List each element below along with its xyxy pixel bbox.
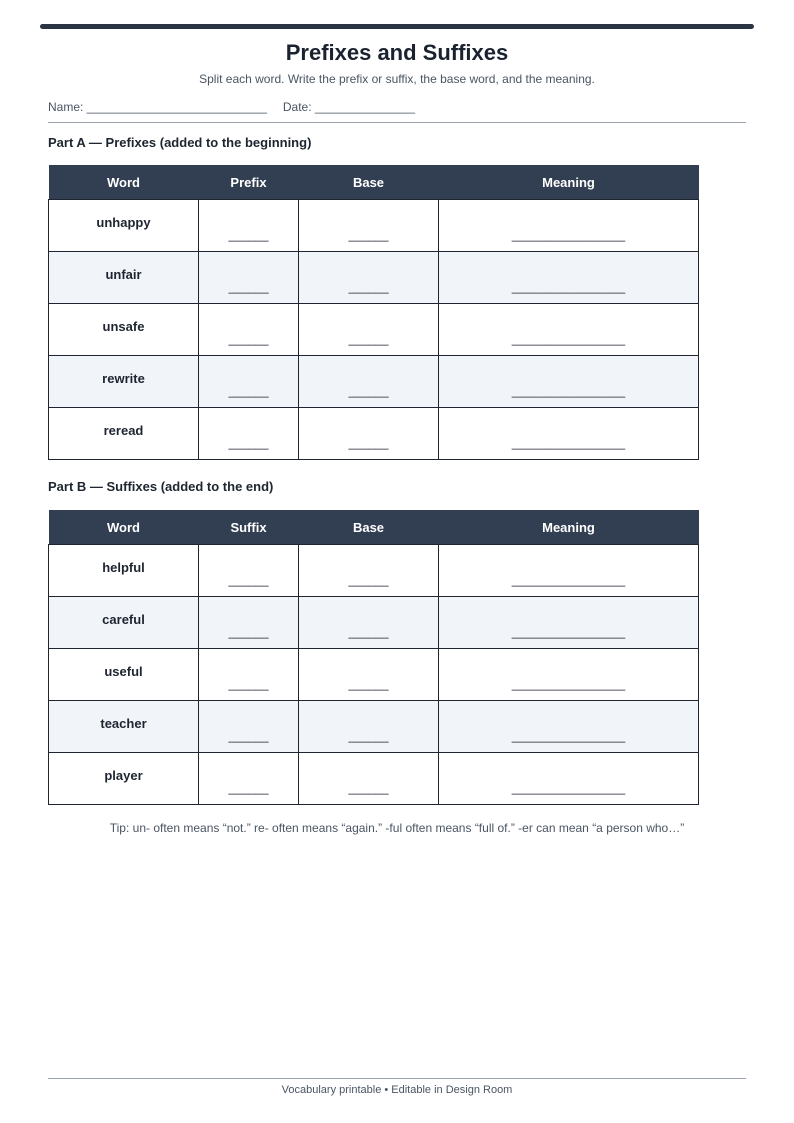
table-row [49,408,699,460]
suffix-blank[interactable]: ______ [199,545,299,597]
word-cell: unfair [49,252,199,304]
suffix-blank[interactable]: ______ [199,753,299,805]
col-header-meaning: Meaning [439,510,699,545]
col-header-word: Word [49,165,199,200]
meaning-blank[interactable]: _________________ [439,701,699,753]
base-blank[interactable]: ______ [299,597,439,649]
table-row [49,356,699,408]
col-header-meaning: Meaning [439,165,699,200]
word-cell: teacher [49,701,199,753]
name-date-row [48,100,431,114]
meaning-blank[interactable]: _________________ [439,408,699,460]
table-row [49,200,699,252]
suffix-table [48,510,699,805]
table-row [49,545,699,597]
word-cell: unsafe [49,304,199,356]
base-blank[interactable]: ______ [299,304,439,356]
word-cell: rewrite [49,356,199,408]
table-row [49,753,699,805]
word-cell: player [49,753,199,805]
table-row [49,701,699,753]
footer-text: Vocabulary printable • Editable in Design Room [281,1084,513,1096]
table-row [49,597,699,649]
word-cell: reread [49,408,199,460]
table-row [49,252,699,304]
prefix-blank[interactable]: ______ [199,304,299,356]
word-cell: careful [49,597,199,649]
table-row [49,304,699,356]
prefix-blank[interactable]: ______ [199,408,299,460]
top-accent-bar [40,24,754,29]
table-row [49,649,699,701]
base-blank[interactable]: ______ [299,753,439,805]
date-field[interactable]: Date: _______________ [282,100,415,114]
footer-divider [48,1078,746,1079]
word-cell: unhappy [49,200,199,252]
base-blank[interactable]: ______ [299,545,439,597]
part-b-title: Part B — Suffixes (added to the end) [48,479,274,494]
base-blank[interactable]: ______ [299,252,439,304]
header-divider [48,122,746,123]
word-cell: helpful [49,545,199,597]
col-header-prefix: Prefix [199,165,299,200]
suffix-blank[interactable]: ______ [199,701,299,753]
base-blank[interactable]: ______ [299,701,439,753]
base-blank[interactable]: ______ [299,200,439,252]
page-title: Prefixes and Suffixes [285,40,509,65]
page-subtitle: Split each word. Write the prefix or suffix, the base word, and the meaning. [199,72,595,86]
word-cell: useful [49,649,199,701]
base-blank[interactable]: ______ [299,356,439,408]
part-a-title: Part A — Prefixes (added to the beginning) [48,135,312,150]
base-blank[interactable]: ______ [299,408,439,460]
meaning-blank[interactable]: _________________ [439,356,699,408]
prefix-blank[interactable]: ______ [199,356,299,408]
meaning-blank[interactable]: _________________ [439,304,699,356]
col-header-base: Base [299,510,439,545]
meaning-blank[interactable]: _________________ [439,649,699,701]
base-blank[interactable]: ______ [299,649,439,701]
prefix-table [48,165,699,460]
meaning-blank[interactable]: _________________ [439,753,699,805]
tip-text: Tip: un- often means “not.” re- often means “again.” -ful often means “full of.” -er can mean “a person who…” [109,821,685,835]
prefix-blank[interactable]: ______ [199,252,299,304]
suffix-blank[interactable]: ______ [199,649,299,701]
col-header-word: Word [49,510,199,545]
suffix-blank[interactable]: ______ [199,597,299,649]
meaning-blank[interactable]: _________________ [439,200,699,252]
col-header-suffix: Suffix [199,510,299,545]
meaning-blank[interactable]: _________________ [439,597,699,649]
prefix-blank[interactable]: ______ [199,200,299,252]
name-field[interactable]: Name: ___________________________ [48,100,267,114]
meaning-blank[interactable]: _________________ [439,252,699,304]
meaning-blank[interactable]: _________________ [439,545,699,597]
col-header-base: Base [299,165,439,200]
